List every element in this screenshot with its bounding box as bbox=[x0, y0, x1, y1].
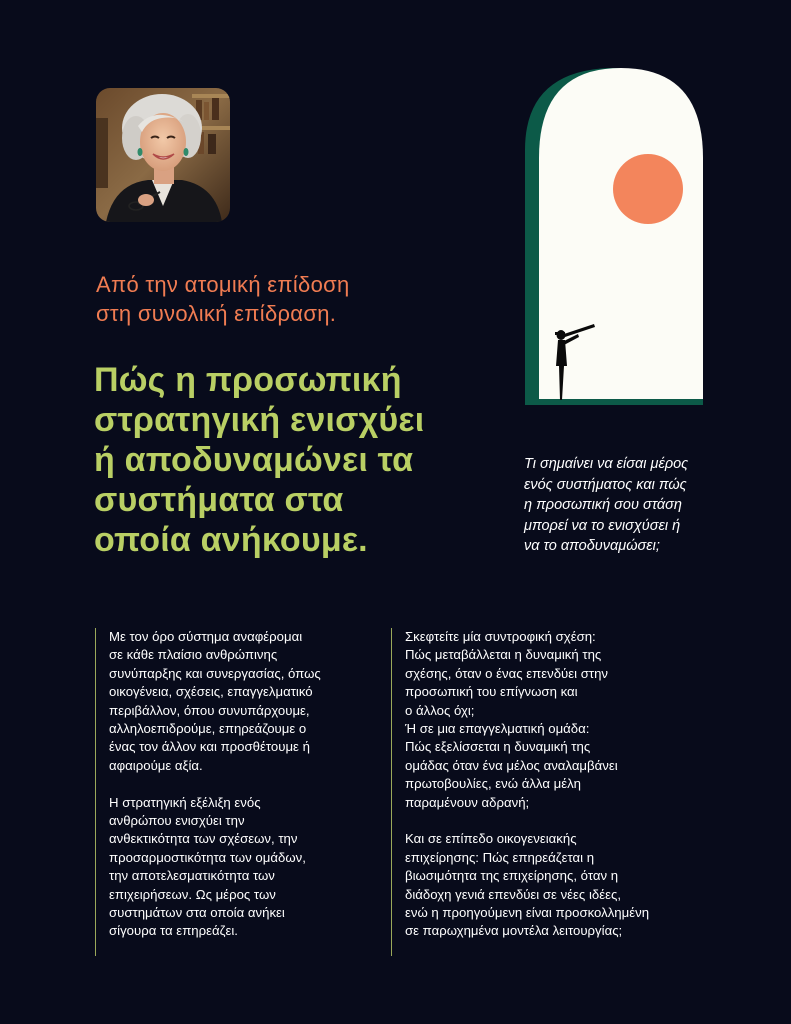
text-line: οικογένεια, σχέσεις, επαγγελματικό bbox=[109, 684, 313, 700]
subtitle-line: στη συνολική επίδραση. bbox=[96, 301, 337, 326]
text-line: Με τον όρο σύστημα αναφέρομαι bbox=[109, 629, 303, 644]
arch-window-illustration bbox=[522, 66, 704, 411]
text-line: ομάδας όταν ένα μέλος αναλαμβάνει bbox=[405, 757, 618, 773]
text-line: αφαιρούμε αξία. bbox=[109, 757, 203, 773]
arch-ground-line bbox=[525, 399, 703, 405]
text-line: βιωσιμότητα της επιχείρησης, όταν η bbox=[405, 868, 619, 884]
headline-line: οποία ανήκουμε. bbox=[94, 521, 368, 559]
paragraph bbox=[405, 628, 705, 812]
text-line: σχέσης, όταν ο ένας επενδύει στην bbox=[405, 665, 609, 681]
headline-line: συστήματα στα bbox=[94, 481, 344, 519]
body-column-left bbox=[95, 628, 369, 956]
text-line: ενώ η προηγούμενη είναι προσκολλημένη bbox=[405, 905, 650, 921]
text-line: σε κάθε πλαίσιο ανθρώπινης bbox=[109, 647, 278, 663]
paragraph bbox=[405, 830, 705, 940]
text-line: Η στρατηγική εξέλιξη ενός bbox=[109, 794, 261, 810]
body-column-right bbox=[391, 628, 705, 956]
page-title bbox=[94, 360, 494, 560]
text-line: Και σε επίπεδο οικογενειακής bbox=[405, 831, 577, 847]
headline-line: στρατηγική ενισχύει bbox=[94, 401, 425, 439]
text-line: παραμένουν αδρανή; bbox=[405, 794, 530, 810]
text-line: σίγουρα τα επηρεάζει. bbox=[109, 923, 238, 939]
headline-line: Πώς η προσωπική bbox=[94, 361, 402, 399]
subtitle-line: Από την ατομική επίδοση bbox=[96, 272, 350, 297]
side-question-line: ενός συστήματος και πώς bbox=[524, 476, 687, 493]
text-line: ο άλλος όχι; bbox=[405, 702, 475, 718]
text-line: ανθεκτικότητα των σχέσεων, την bbox=[109, 831, 298, 847]
text-line: Πώς εξελίσσεται η δυναμική της bbox=[405, 739, 591, 755]
text-line: συνύπαρξης και συνεργασίας, όπως bbox=[109, 665, 321, 681]
headline-line: ή αποδυναμώνει τα bbox=[94, 441, 414, 479]
text-line: προσωπική του επίγνωση και bbox=[405, 684, 578, 700]
text-line: επιχειρήσεων. Ως μέρος των bbox=[109, 886, 276, 902]
text-line: περιβάλλον, όπου συνυπάρχουμε, bbox=[109, 702, 310, 718]
text-line: αλληλοεπιδρούμε, επηρεάζουμε ο bbox=[109, 721, 307, 737]
side-question-line: μπορεί να το ενισχύσει ή bbox=[524, 517, 681, 534]
text-line: ένας τον άλλον και προσθέτουμε ή bbox=[109, 739, 310, 755]
text-line: Σκεφτείτε μία συντροφική σχέση: bbox=[405, 629, 596, 644]
text-line: σε παρωχημένα μοντέλα λειτουργίας; bbox=[405, 923, 623, 939]
side-question-line: Τι σημαίνει να είσαι μέρος bbox=[524, 456, 689, 472]
side-question bbox=[524, 454, 744, 557]
text-line: προσαρμοστικότητα των ομάδων, bbox=[109, 849, 306, 865]
text-line: Πώς μεταβάλλεται η δυναμική της bbox=[405, 647, 602, 663]
side-question-line: να το αποδυναμώσει; bbox=[524, 538, 660, 554]
text-line: πρωτοβουλίες, ενώ άλλα μέλη bbox=[405, 776, 582, 792]
paragraph bbox=[109, 794, 369, 941]
side-question-line: η προσωπική σου στάση bbox=[524, 497, 682, 513]
sun-icon bbox=[613, 154, 683, 224]
portrait-illustration bbox=[96, 88, 230, 222]
portrait-photo bbox=[96, 88, 230, 222]
text-line: την αποτελεσματικότητα των bbox=[109, 868, 275, 884]
text-line: συστημάτων στα οποία ανήκει bbox=[109, 905, 285, 921]
text-line: επιχείρησης: Πώς επηρεάζεται η bbox=[405, 849, 595, 865]
paragraph bbox=[109, 628, 369, 775]
subtitle bbox=[96, 270, 496, 328]
text-line: διάδοχη γενιά επενδύει σε νέες ιδέες, bbox=[405, 886, 621, 902]
text-line: ανθρώπου ενισχύει την bbox=[109, 813, 245, 829]
text-line: Ή σε μια επαγγελματική ομάδα: bbox=[405, 721, 590, 737]
